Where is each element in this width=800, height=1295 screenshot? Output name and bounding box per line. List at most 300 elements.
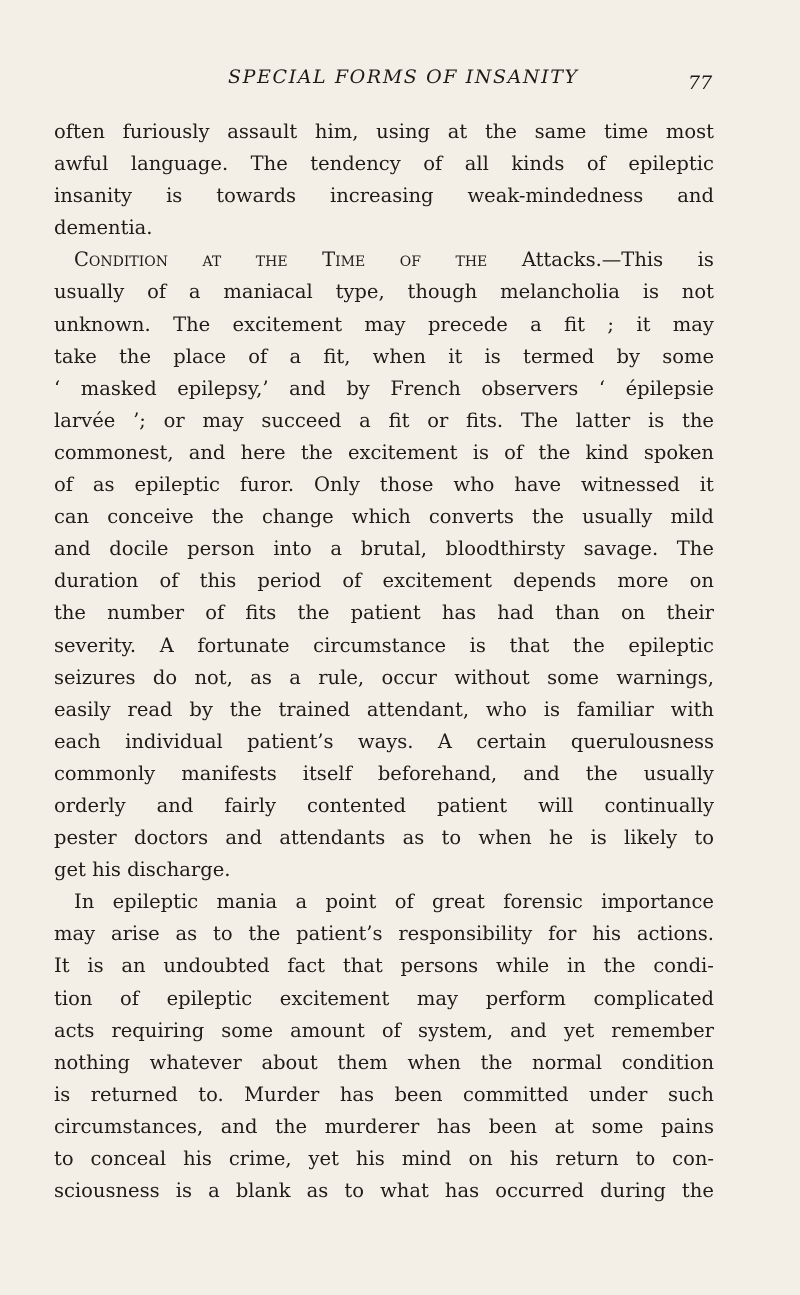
word: and bbox=[523, 761, 560, 785]
word: type, bbox=[335, 280, 385, 304]
word: A bbox=[159, 633, 174, 657]
word: had bbox=[497, 601, 534, 625]
word: dementia. bbox=[54, 216, 153, 240]
word: fairly bbox=[224, 793, 276, 817]
word: of bbox=[342, 569, 362, 593]
word: The bbox=[173, 312, 211, 336]
word: this bbox=[199, 569, 237, 593]
text-line bbox=[54, 116, 714, 148]
word: The bbox=[250, 152, 288, 176]
word: severity. bbox=[54, 633, 137, 657]
word: a bbox=[530, 312, 542, 336]
word: some bbox=[591, 1114, 644, 1138]
word: can bbox=[54, 505, 90, 529]
word: circumstances, bbox=[54, 1114, 204, 1138]
word: mild bbox=[670, 505, 714, 529]
word: of bbox=[586, 152, 606, 176]
word: by bbox=[346, 376, 370, 400]
word: complicated bbox=[593, 986, 714, 1010]
word: the bbox=[538, 440, 571, 464]
word: kinds bbox=[511, 152, 565, 176]
word: at bbox=[202, 248, 222, 272]
word: or bbox=[163, 408, 185, 432]
word: commonest, bbox=[54, 440, 174, 464]
word: yet bbox=[308, 1147, 339, 1170]
word: such bbox=[667, 1082, 714, 1106]
word: some bbox=[547, 665, 599, 689]
word: the bbox=[682, 408, 714, 432]
text-line bbox=[54, 726, 714, 758]
word: manifests bbox=[181, 761, 277, 785]
word: is bbox=[54, 1082, 71, 1106]
word: not, bbox=[194, 665, 233, 689]
word: take bbox=[54, 344, 97, 368]
word: sciousness bbox=[54, 1179, 160, 1203]
word: for bbox=[548, 922, 577, 946]
word: nothing bbox=[54, 1050, 130, 1074]
word: yet bbox=[563, 1018, 595, 1042]
word: point bbox=[325, 890, 377, 914]
word: by bbox=[189, 697, 213, 721]
word: masked bbox=[80, 376, 157, 400]
word: of bbox=[399, 248, 421, 272]
word: get bbox=[54, 858, 93, 882]
word: has bbox=[436, 1114, 472, 1138]
word: which bbox=[351, 505, 411, 529]
text-line bbox=[54, 469, 714, 501]
word: when bbox=[478, 826, 532, 850]
word: blank bbox=[235, 1179, 291, 1203]
word: and bbox=[677, 184, 714, 208]
word: undoubted bbox=[163, 954, 270, 978]
text-line bbox=[54, 918, 714, 950]
word: epileptic bbox=[112, 890, 199, 914]
word: individual bbox=[125, 729, 223, 753]
word: is bbox=[175, 1179, 192, 1203]
word: with bbox=[670, 697, 714, 721]
word: it bbox=[448, 344, 463, 368]
word: beforehand, bbox=[377, 761, 498, 785]
text-line bbox=[54, 244, 714, 276]
word: change bbox=[261, 505, 334, 529]
word: the bbox=[119, 344, 151, 368]
word: the bbox=[297, 601, 330, 625]
word: do bbox=[152, 665, 178, 689]
word: Time bbox=[322, 248, 366, 272]
word: fits bbox=[245, 601, 277, 625]
word: of bbox=[381, 1018, 401, 1042]
word: the bbox=[480, 1050, 513, 1074]
word: responsibility bbox=[398, 922, 533, 946]
word: actions. bbox=[636, 922, 714, 946]
text-line bbox=[54, 662, 714, 694]
word: most bbox=[665, 120, 714, 143]
word: murderer bbox=[324, 1114, 420, 1138]
word: into bbox=[273, 537, 312, 561]
word: awful bbox=[54, 152, 109, 176]
text-line bbox=[54, 533, 714, 565]
body-text bbox=[54, 116, 714, 1207]
text-line bbox=[54, 597, 714, 629]
word: fact bbox=[287, 954, 326, 978]
word: returned bbox=[90, 1082, 178, 1106]
word: same bbox=[534, 120, 587, 143]
word: is bbox=[647, 408, 665, 432]
word: has bbox=[444, 1179, 480, 1203]
word: melancholia bbox=[500, 280, 620, 304]
word: likely bbox=[624, 826, 678, 850]
word: discharge. bbox=[127, 858, 231, 882]
text-line bbox=[54, 276, 714, 308]
word: his bbox=[509, 1147, 539, 1170]
word: crime, bbox=[228, 1147, 292, 1170]
word: as bbox=[250, 665, 272, 689]
word: their bbox=[666, 601, 714, 625]
word: been bbox=[394, 1082, 443, 1106]
word: his bbox=[355, 1147, 385, 1170]
word: the bbox=[54, 601, 86, 625]
word: that bbox=[509, 633, 550, 657]
word: to bbox=[441, 826, 462, 850]
word: occur bbox=[381, 665, 437, 689]
word: and bbox=[188, 440, 226, 464]
word: of bbox=[248, 344, 268, 368]
word: of bbox=[159, 569, 179, 593]
word: and bbox=[289, 376, 326, 400]
word: excitement bbox=[347, 440, 458, 464]
word: the bbox=[248, 922, 281, 946]
word: the bbox=[255, 248, 288, 272]
text-line bbox=[54, 212, 714, 244]
text-line bbox=[54, 983, 714, 1015]
text-line bbox=[54, 1015, 714, 1047]
word: importance bbox=[601, 890, 714, 914]
text-line bbox=[54, 758, 714, 790]
word: towards bbox=[216, 184, 297, 208]
word: on bbox=[620, 601, 646, 625]
word: assault bbox=[227, 120, 298, 143]
word: it bbox=[636, 312, 651, 336]
word: at bbox=[554, 1114, 574, 1138]
word: those bbox=[379, 473, 434, 497]
word: Attacks.—This bbox=[521, 248, 664, 272]
word: maniacal bbox=[223, 280, 313, 304]
word: is bbox=[166, 184, 183, 208]
word: ’; bbox=[133, 408, 146, 432]
word: the bbox=[211, 505, 244, 529]
word: forensic bbox=[503, 890, 583, 914]
word: to bbox=[694, 826, 714, 850]
text-line bbox=[54, 1143, 714, 1175]
running-head bbox=[0, 66, 800, 96]
word: as bbox=[175, 922, 198, 946]
word: as bbox=[306, 1179, 329, 1203]
word: excitement bbox=[279, 986, 390, 1010]
word: succeed bbox=[261, 408, 342, 432]
word: that bbox=[342, 954, 383, 978]
word: whatever bbox=[149, 1050, 242, 1074]
word: what bbox=[380, 1179, 429, 1203]
word: familiar bbox=[576, 697, 654, 721]
word: to bbox=[635, 1147, 656, 1170]
word: fortunate bbox=[197, 633, 290, 657]
text-line bbox=[54, 1175, 714, 1207]
word: ‘ bbox=[598, 376, 606, 400]
word: usually bbox=[54, 280, 125, 304]
word: person bbox=[187, 537, 255, 561]
word: of bbox=[205, 601, 225, 625]
text-line bbox=[54, 1111, 714, 1143]
text-line bbox=[54, 373, 714, 405]
word: the bbox=[603, 954, 636, 978]
word: usually bbox=[582, 505, 653, 529]
word: French bbox=[390, 376, 461, 400]
word: been bbox=[488, 1114, 537, 1138]
word: will bbox=[538, 793, 574, 817]
word: converts bbox=[428, 505, 514, 529]
word: of bbox=[504, 440, 524, 464]
word: here bbox=[240, 440, 286, 464]
word: It bbox=[54, 954, 70, 978]
word: brutal, bbox=[360, 537, 427, 561]
text-line bbox=[54, 565, 714, 597]
word: at bbox=[447, 120, 468, 143]
word: orderly bbox=[54, 793, 126, 817]
word: a bbox=[359, 408, 371, 432]
word: is bbox=[472, 440, 489, 464]
word: and bbox=[510, 1018, 547, 1042]
word: when bbox=[407, 1050, 461, 1074]
word: the bbox=[300, 440, 333, 464]
word: some bbox=[221, 1018, 274, 1042]
text-line bbox=[54, 822, 714, 854]
word: insanity bbox=[54, 184, 133, 208]
word: tion bbox=[54, 986, 93, 1010]
word: the bbox=[484, 120, 517, 143]
word: each bbox=[54, 729, 101, 753]
word: fit bbox=[388, 408, 410, 432]
word: to bbox=[213, 922, 233, 946]
word: language. bbox=[130, 152, 229, 176]
text-line bbox=[54, 405, 714, 437]
word: conceal bbox=[90, 1147, 167, 1170]
word: patient’s bbox=[296, 922, 383, 946]
word: savage. bbox=[583, 537, 659, 561]
word: may bbox=[202, 408, 244, 432]
word: a bbox=[188, 280, 201, 304]
word: depends bbox=[513, 569, 597, 593]
word: fits. bbox=[466, 408, 504, 432]
word: circumstance bbox=[313, 633, 447, 657]
word: his bbox=[92, 858, 128, 882]
word: latter bbox=[575, 408, 631, 432]
word: him, bbox=[314, 120, 359, 143]
word: is bbox=[590, 826, 607, 850]
word: of bbox=[120, 986, 139, 1010]
word: may bbox=[672, 312, 714, 336]
word: who bbox=[485, 697, 527, 721]
word: epileptic bbox=[628, 633, 714, 657]
word: committed bbox=[463, 1082, 569, 1106]
word: in bbox=[567, 954, 586, 978]
word: condition bbox=[621, 1050, 714, 1074]
word: epileptic bbox=[628, 152, 714, 176]
word: a bbox=[208, 1179, 220, 1203]
word: who bbox=[453, 473, 495, 497]
word: contented bbox=[306, 793, 406, 817]
word: amount bbox=[290, 1018, 365, 1042]
word: patient’s bbox=[247, 729, 334, 753]
word: his bbox=[183, 1147, 212, 1170]
text-line bbox=[54, 341, 714, 373]
word: is bbox=[484, 344, 501, 368]
word: is bbox=[642, 280, 659, 304]
running-title: SPECIAL FORMS OF INSANITY bbox=[228, 66, 579, 88]
word: Only bbox=[314, 473, 360, 497]
text-line bbox=[54, 148, 714, 180]
word: period bbox=[257, 569, 322, 593]
word: time bbox=[604, 120, 649, 143]
word: witnessed bbox=[580, 473, 680, 497]
word: great bbox=[432, 890, 485, 914]
word: kind bbox=[585, 440, 629, 464]
word: bloodthirsty bbox=[445, 537, 566, 561]
word: number bbox=[107, 601, 185, 625]
word: of bbox=[394, 890, 414, 914]
word: an bbox=[121, 954, 146, 978]
word: ‘ bbox=[54, 376, 61, 400]
word: a bbox=[295, 890, 308, 914]
word: trained bbox=[278, 697, 351, 721]
word: may bbox=[364, 312, 406, 336]
word: he bbox=[549, 826, 574, 850]
word: warnings, bbox=[616, 665, 714, 689]
text-line bbox=[54, 180, 714, 212]
text-line bbox=[54, 1047, 714, 1079]
word: though bbox=[407, 280, 478, 304]
word: Murder bbox=[244, 1082, 320, 1106]
word: furor. bbox=[239, 473, 295, 497]
text-line bbox=[54, 501, 714, 533]
word: con- bbox=[672, 1147, 714, 1170]
word: and bbox=[225, 826, 263, 850]
word: condi- bbox=[653, 954, 714, 978]
word: under bbox=[589, 1082, 648, 1106]
word: may bbox=[416, 986, 459, 1010]
word: épilepsie bbox=[625, 376, 714, 400]
word: certain bbox=[476, 729, 547, 753]
text-line bbox=[54, 630, 714, 662]
word: patient bbox=[350, 601, 421, 625]
word: epilepsy,’ bbox=[177, 376, 269, 400]
word: the bbox=[572, 633, 605, 657]
page-number: 77 bbox=[688, 72, 713, 94]
text-line bbox=[54, 309, 714, 341]
word: a bbox=[289, 344, 302, 368]
word: as bbox=[402, 826, 425, 850]
word: has bbox=[441, 601, 477, 625]
word: return bbox=[555, 1147, 619, 1170]
word: ways. bbox=[357, 729, 414, 753]
word: the bbox=[229, 697, 262, 721]
word: fit, bbox=[323, 344, 351, 368]
word: often bbox=[54, 120, 105, 143]
word: increasing bbox=[330, 184, 434, 208]
word: querulousness bbox=[570, 729, 714, 753]
word: of bbox=[147, 280, 167, 304]
word: some bbox=[662, 344, 714, 368]
word: read bbox=[127, 697, 173, 721]
word: the bbox=[455, 248, 488, 272]
word: to bbox=[54, 1147, 74, 1170]
word: the bbox=[681, 1179, 714, 1203]
word: The bbox=[676, 537, 714, 561]
word: on bbox=[468, 1147, 493, 1170]
word: requiring bbox=[111, 1018, 205, 1042]
word: pains bbox=[661, 1114, 714, 1138]
word: seizures bbox=[54, 665, 136, 689]
word: normal bbox=[532, 1050, 603, 1074]
word: without bbox=[454, 665, 530, 689]
word: weak-mindedness bbox=[467, 184, 644, 208]
word: is bbox=[697, 248, 714, 272]
word: epileptic bbox=[166, 986, 253, 1010]
word: to bbox=[344, 1179, 364, 1203]
word: Condition bbox=[74, 248, 168, 272]
word: place bbox=[173, 344, 227, 368]
word: attendants bbox=[279, 826, 386, 850]
word: system, bbox=[417, 1018, 494, 1042]
word: patient bbox=[436, 793, 508, 817]
word: as bbox=[92, 473, 115, 497]
word: pester bbox=[54, 826, 117, 850]
word: may bbox=[54, 922, 96, 946]
word: mind bbox=[401, 1147, 452, 1170]
word: about bbox=[261, 1050, 318, 1074]
word: and bbox=[54, 537, 91, 561]
word: the bbox=[275, 1114, 308, 1138]
text-line bbox=[54, 886, 714, 918]
word: is bbox=[87, 954, 104, 978]
word: A bbox=[437, 729, 452, 753]
word: observers bbox=[481, 376, 579, 400]
word: is bbox=[469, 633, 486, 657]
word: furiously bbox=[122, 120, 210, 143]
word: epileptic bbox=[134, 473, 220, 497]
word: when bbox=[372, 344, 426, 368]
word: on bbox=[689, 569, 714, 593]
word: spoken bbox=[643, 440, 714, 464]
word: of bbox=[54, 473, 73, 497]
word: occurred bbox=[495, 1179, 585, 1203]
word: larvée bbox=[54, 408, 116, 432]
word: remember bbox=[611, 1018, 714, 1042]
word: The bbox=[520, 408, 558, 432]
word: than bbox=[555, 601, 600, 625]
text-line bbox=[54, 790, 714, 822]
text-line bbox=[54, 694, 714, 726]
word: of bbox=[423, 152, 443, 176]
word: and bbox=[220, 1114, 258, 1138]
text-line bbox=[54, 950, 714, 982]
word: to. bbox=[198, 1082, 224, 1106]
text-line bbox=[54, 437, 714, 469]
word: continually bbox=[604, 793, 714, 817]
word: the bbox=[585, 761, 618, 785]
word: has bbox=[339, 1082, 375, 1106]
word: doctors bbox=[134, 826, 209, 850]
word: conceive bbox=[107, 505, 194, 529]
